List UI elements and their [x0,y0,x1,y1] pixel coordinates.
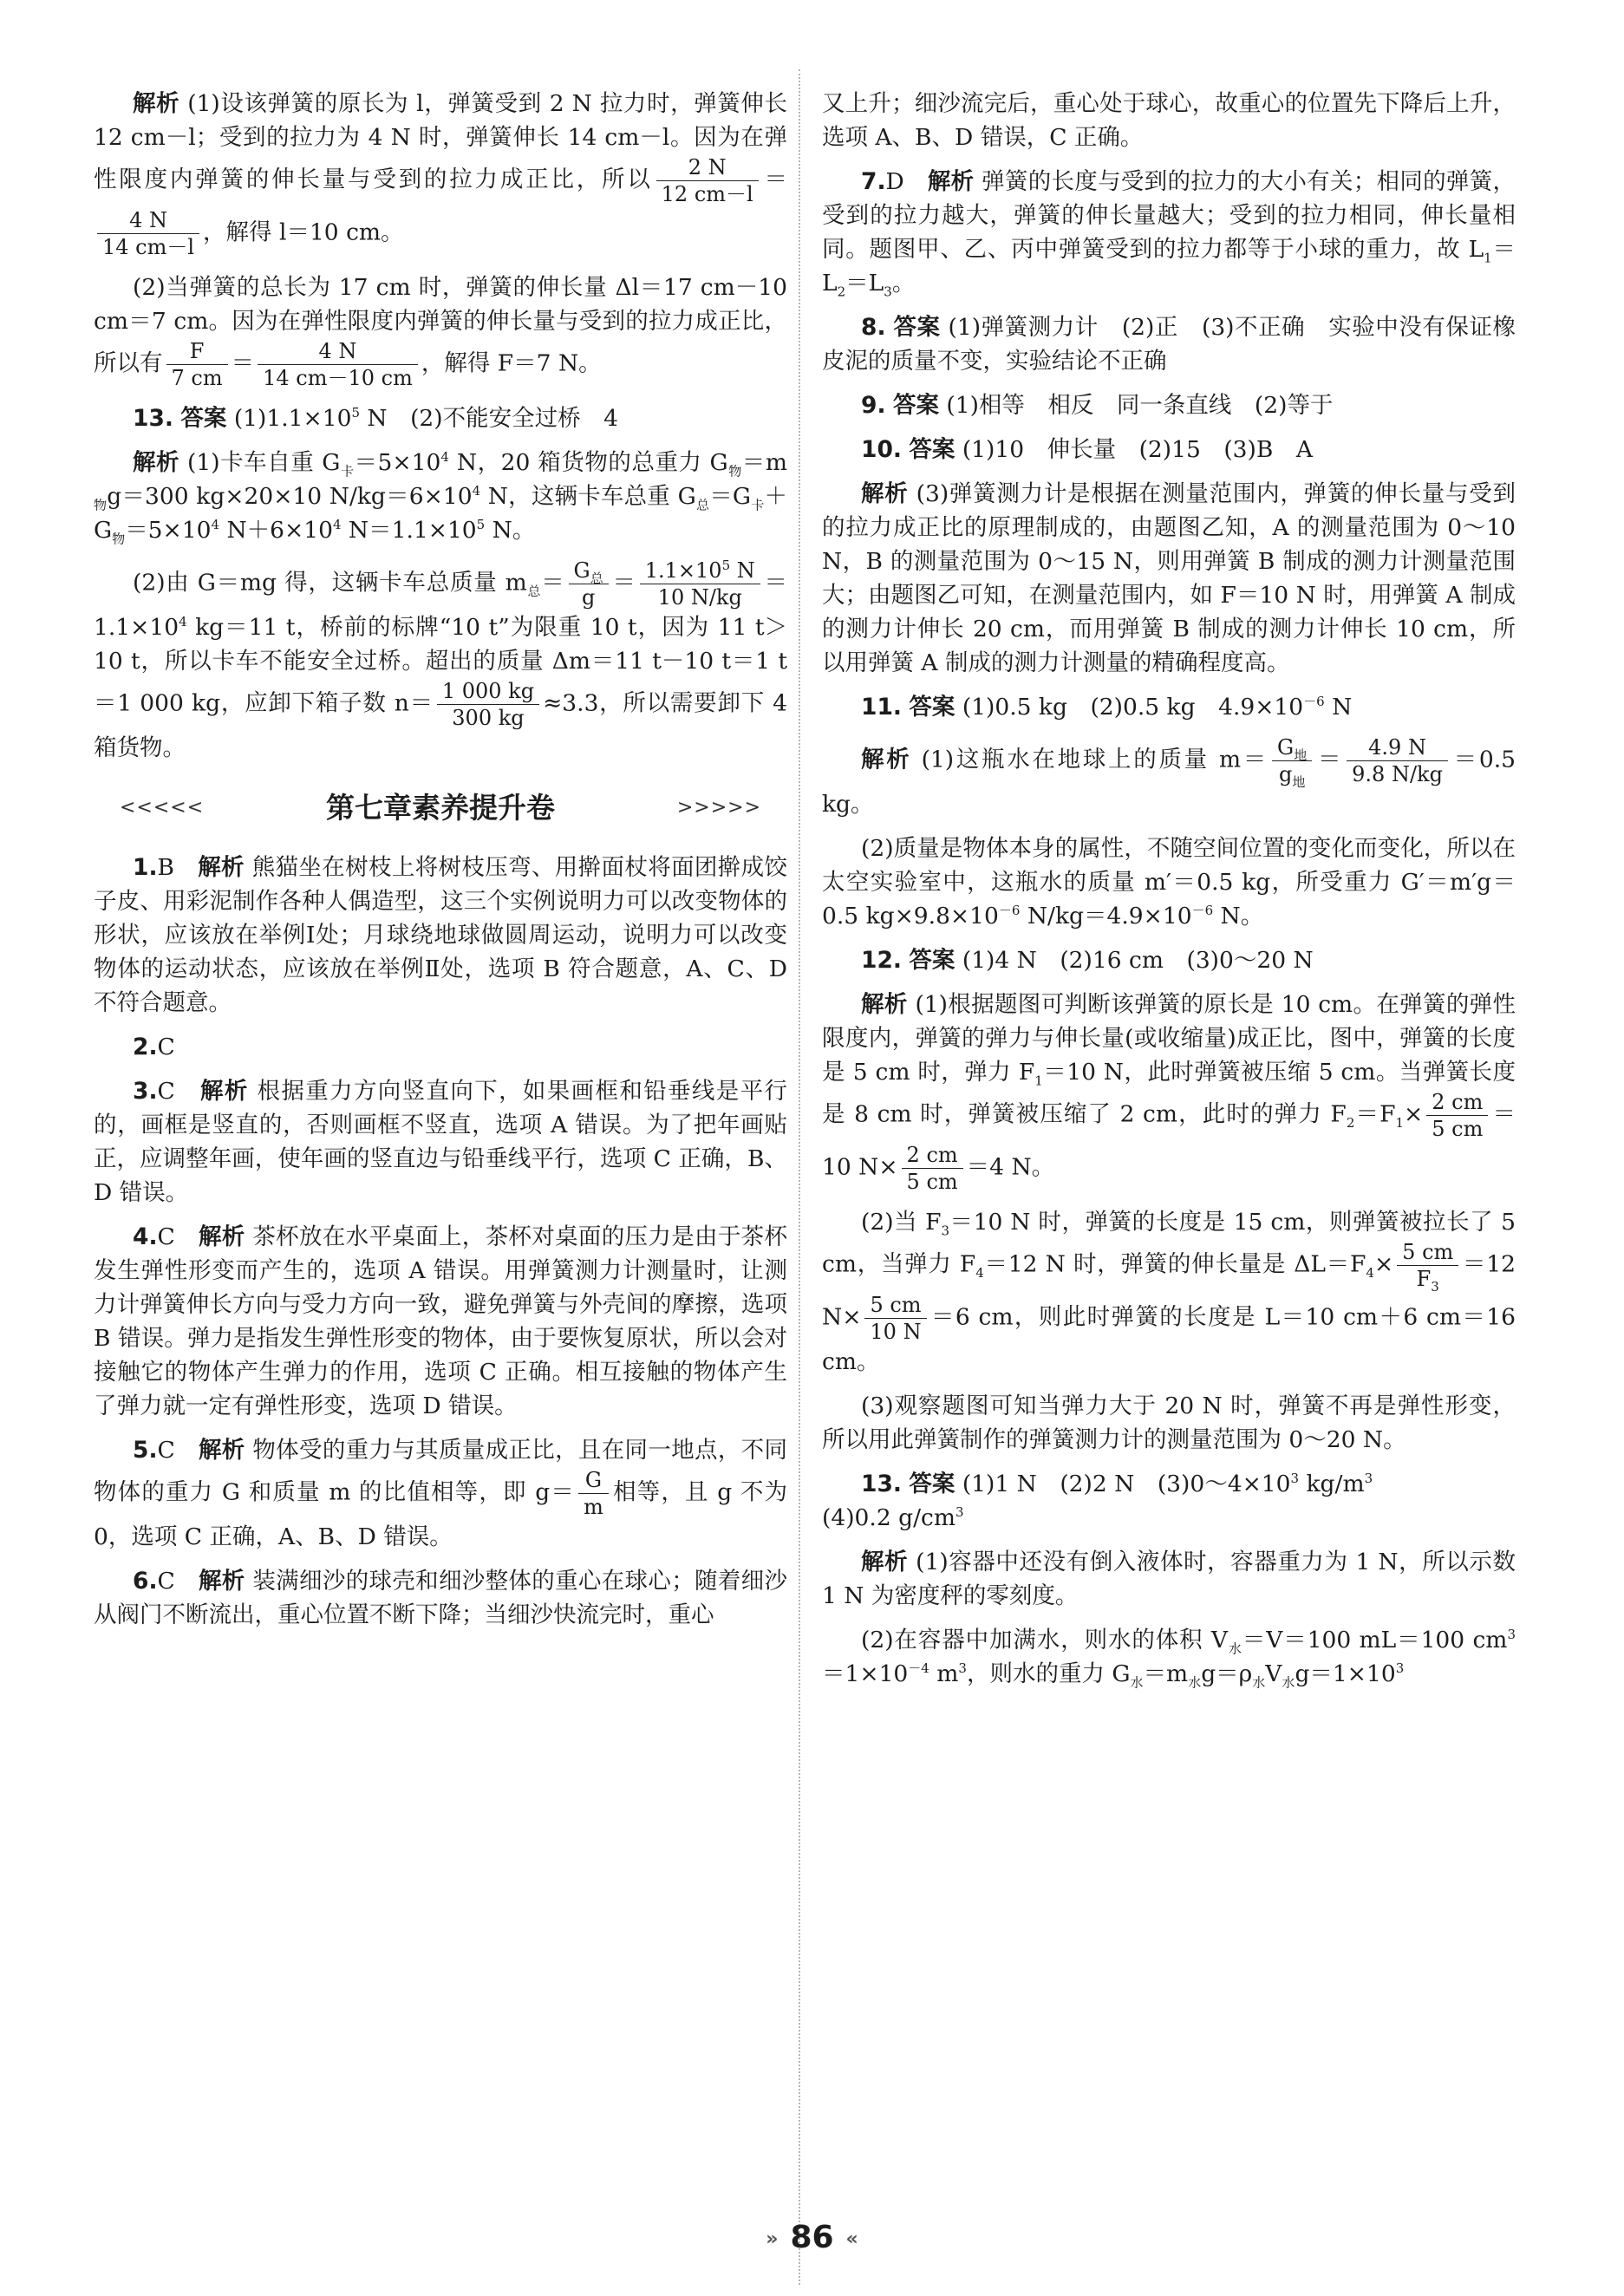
answer-2: 2.C [133,1034,175,1060]
fraction: $\frac{2 cm}{5 cm}$ [1426,1089,1488,1142]
chevron-left-icon: « [845,2228,858,2250]
analysis-12-part1: 解析 (1)根据题图可判断该弹簧的原长是 10 cm。在弹簧的弹性限度内，弹簧的弹力与伸长量(或收缩量)成正比，图中，弹簧的长度是 5 cm 时，弹力 $F_1=10$ N，此时弹簧被压缩 5 cm。当弹簧长度是 8 cm 时，弹簧被压缩了 2 cm，此时的弹力 $F_2=F_1\times$ $\frac{2 cm}{5 cm}$ ＝10 N× $\frac{2 cm}{5 cm}$ ＝4 N。 [822,991,1516,1194]
right-column [822,87,1516,1701]
chevron-right-icon: » [766,2228,779,2250]
fraction: $\frac{4 N}{14 cm-l}$ [97,207,199,260]
analysis-11-part1: 解析 (1)这瓶水在地球上的质量 m＝ $\frac{G_地}{g_地}$ ＝ $\frac{4.9 N}{9.8 N/kg}$ ＝0.5 kg。 [822,735,1516,818]
answer-1: 1.B 解析 熊猫坐在树枝上将树枝压弯、用擀面杖将面团擀成饺子皮、用彩泥制作各种人偶造型，这三个实例说明力可以改变物体的形状，应该放在举例Ⅰ处；月球绕地球做圆周运动，说明力可以改变物体的运动状态，应该放在举例Ⅱ处，选项 B 符合题意，A、C、D 不符合题意。 [94,854,787,1016]
answer-6-continued: 又上升；细沙流完后，重心处于球心，故重心的位置先下降后上升，选项 A、B、D 错误，C 正确。 [822,90,1516,151]
analysis-q12-part1: 解析 (1)设该弹簧的原长为 l，弹簧受到 2 N 拉力时，弹簧伸长 12 cm－l；受到的拉力为 4 N 时，弹簧伸长 14 cm－l。因为在弹性限度内弹簧的伸长量与受到的拉力成正比，所以 $\frac{2 N}{12 cm-l}$ ＝ $\frac{4 N}{14 cm-l}$ ，解得 l＝10 cm。 [94,90,788,259]
answer-6: 6.C 解析 装满细沙的球壳和细沙整体的重心在球心；随着细沙从阀门不断流出，重心位置不断下降；当细沙快流完时，重心 [94,1568,788,1628]
analysis-11-part2: (2)质量是物体本身的属性，不随空间位置的变化而变化，所以在太空实验室中，这瓶水的质量 m′＝0.5 kg，所受重力 G′＝m′g＝0.5 $kg\times 9.8\times 10^{-6}$ $N/kg=4.9\times 10^{-6}$ N。 [822,835,1516,929]
analysis-q13-part2: (2)由 G＝mg 得，这辆卡车总质量 $m_总=$ $\frac{G_总}{g}$ ＝ $\frac{1.1\times 10^5 N}{10 N/kg}$ $=1.1\times 10^4$ kg＝11 t，桥前的标牌“10 t”为限重 10 t，因为 11 t＞10 t，所以卡车不能安全过桥。超出的质量 Δm＝11 t－10 t＝1 t＝1 000 kg，应卸下箱子数 n＝ $\frac{1 000 kg}{300 kg}$ ≈3.3，所以需要卸下 4 箱货物。 [94,558,788,761]
answer-3: 3.C 解析 根据重力方向竖直向下，如果画框和铅垂线是平行的，画框是竖直的，否则画框不竖直，选项 A 错误。为了把年画贴正，应调整年画，使年画的竖直边与铅垂线平行，选项 C 正确，B、D 错误。 [94,1078,787,1206]
analysis-10: 解析 (3)弹簧测力计是根据在测量范围内，弹簧的伸长量与受到的拉力成正比的原理制成的，由题图乙知，A 的测量范围为 0～10 N，B 的测量范围为 0～15 N，则用弹簧 B 制成的测力计测量范围大；由题图乙可知，在测量范围内，如 F＝10 N 时，用弹簧 A 制成的测力计伸长 20 cm，而用弹簧 B 制成的测力计伸长 10 cm，所以用弹簧 A 制成的测力计测量的精确程度高。 [822,480,1516,676]
fraction: $\frac{G_总}{g}$ [569,558,609,610]
fraction: $\frac{G_地}{g_地}$ [1272,734,1312,787]
fraction: $\frac{5 cm}{F_3}$ [1397,1239,1458,1292]
answer-13: 13. 答案 (1)1 N (2)2 N $(3)0\sim 4\times 10^3$ $kg/m^3$ (4)0.2 $g/cm^3$ [822,1471,1373,1531]
column-divider [799,69,800,2285]
chapter-arrows-right: >>>>> [676,797,761,819]
analysis-q12-part2: (2)当弹簧的总长为 17 cm 时，弹簧的伸长量 Δl＝17 cm－10 cm＝7 cm。因为在弹性限度内弹簧的伸长量与受到的拉力成正比，所以有 $\frac{F}{7 cm}$ ＝ $\frac{4 N}{14 cm-10 cm}$ ，解得 F＝7 N。 [94,274,787,390]
analysis-13-part2: (2)在容器中加满水，则水的体积 $V_水=V=100$ mL＝100 $cm^3=1\times 10^{-4}$ $m^3$，则水的重力 $G_水=m_水g=\rho_水V_水g=1\times 10^3$ [822,1627,1516,1691]
fraction: $\frac{4 N}{14 cm-10 cm}$ [258,338,418,391]
page-number: 86 [790,2220,834,2255]
page-footer [0,2220,1624,2255]
analysis-12-part2: (2)当 $F_3=10$ N 时，弹簧的长度是 15 cm，则弹簧被拉长了 5 cm，当弹力 $F_4=12$ N 时，弹簧的伸长量是 $\Delta L=F_4\times$ $\frac{5 cm}{F_3}$ ＝12 N× $\frac{5 cm}{10 N}$ ＝6 cm，则此时弹簧的长度是 L＝10 cm＋6 cm＝16 cm。 [822,1209,1516,1375]
answer-8: 8. 答案 (1)弹簧测力计 (2)正 (3)不正确 实验中没有保证橡皮泥的质量不变，实验结论不正确 [822,314,1516,375]
answer-4: 4.C 解析 茶杯放在水平桌面上，茶杯对桌面的压力是由于茶杯发生弹性形变而产生的，选项 A 错误。用弹簧测力计测量时，让测力计弹簧伸长方向与受力方向一致，避免弹簧与外壳间的摩擦，选项 B 错误。弹力是指发生弹性形变的物体，由于要恢复原状，所以会对接触它的物体产生弹力的作用，选项 C 正确。相互接触的物体产生了弹力就一定有弹性形变，选项 D 错误。 [94,1223,788,1419]
chapter-heading [94,787,787,828]
analysis-12-part3: (3)观察题图可知当弹力大于 20 N 时，弹簧不再是弹性形变，所以用此弹簧制作的弹簧测力计的测量范围为 0～20 N。 [822,1393,1516,1453]
answer-5: 5.C 解析 物体受的重力与其质量成正比，且在同一地点，不同物体的重力 G 和质量 m 的比值相等，即 g＝ $\frac{G}{m}$ 相等，且 g 不为 0，选项 C 正确，A、B、D 错误。 [94,1437,788,1550]
fraction: $\frac{F}{7 cm}$ [166,338,228,391]
answer-9: 9. 答案 (1)相等 相反 同一条直线 (2)等于 [861,392,1334,419]
chapter-arrows-left: <<<<< [120,797,205,819]
chapter-title: 第七章素养提升卷 [326,791,555,825]
fraction: $\frac{2 N}{12 cm-l}$ [656,154,759,207]
fraction: $\frac{G}{m}$ [578,1467,609,1520]
answer-q13: 13. 答案 $(1)1.1\times 10^5$ N (2)不能安全过桥 4 [133,405,618,432]
analysis-13-part1: 解析 (1)容器中还没有倒入液体时，容器重力为 1 N，所以示数 1 N 为密度秤的零刻度。 [822,1549,1516,1609]
answer-7: 7.D 解析 弹簧的长度与受到的拉力的大小有关；相同的弹簧，受到的拉力越大，弹簧的伸长量越大；受到的拉力相同，伸长量相同。题图甲、乙、丙中弹簧受到的拉力都等于小球的重力，故 $L_1=L_2=L_3$。 [822,168,1516,300]
fraction: $\frac{5 cm}{10 N}$ [864,1292,926,1345]
fraction: $\frac{1 000 kg}{300 kg}$ [437,678,539,731]
answer-11: 11. 答案 (1)0.5 kg (2)0.5 kg $4.9\times 10^{-6}$ N [861,694,1353,721]
left-column [94,87,787,1642]
answer-10: 10. 答案 (1)10 伸长量 (2)15 (3)B A [861,436,1313,463]
answer-12: 12. 答案 (1)4 N (2)16 cm (3)0～20 N [861,947,1314,974]
fraction: $\frac{4.9 N}{9.8 N/kg}$ [1347,734,1448,787]
fraction: $\frac{1.1\times 10^5 N}{10 N/kg}$ [640,558,760,610]
analysis-q13-part1: 解析 (1)卡车自重 $G_卡=5\times 10^4$ N，20 箱货物的总重力 $G_物=m_物g=300$ kg×20×10 $N/kg=6\times 10^4$ N，这辆卡车总重 $G_总=G_卡+G_物=5\times 10^4$ $N+6\times 10^4$ $N=1.1\times 10^5$ N。 [94,449,787,547]
fraction: $\frac{2 cm}{5 cm}$ [902,1142,963,1195]
